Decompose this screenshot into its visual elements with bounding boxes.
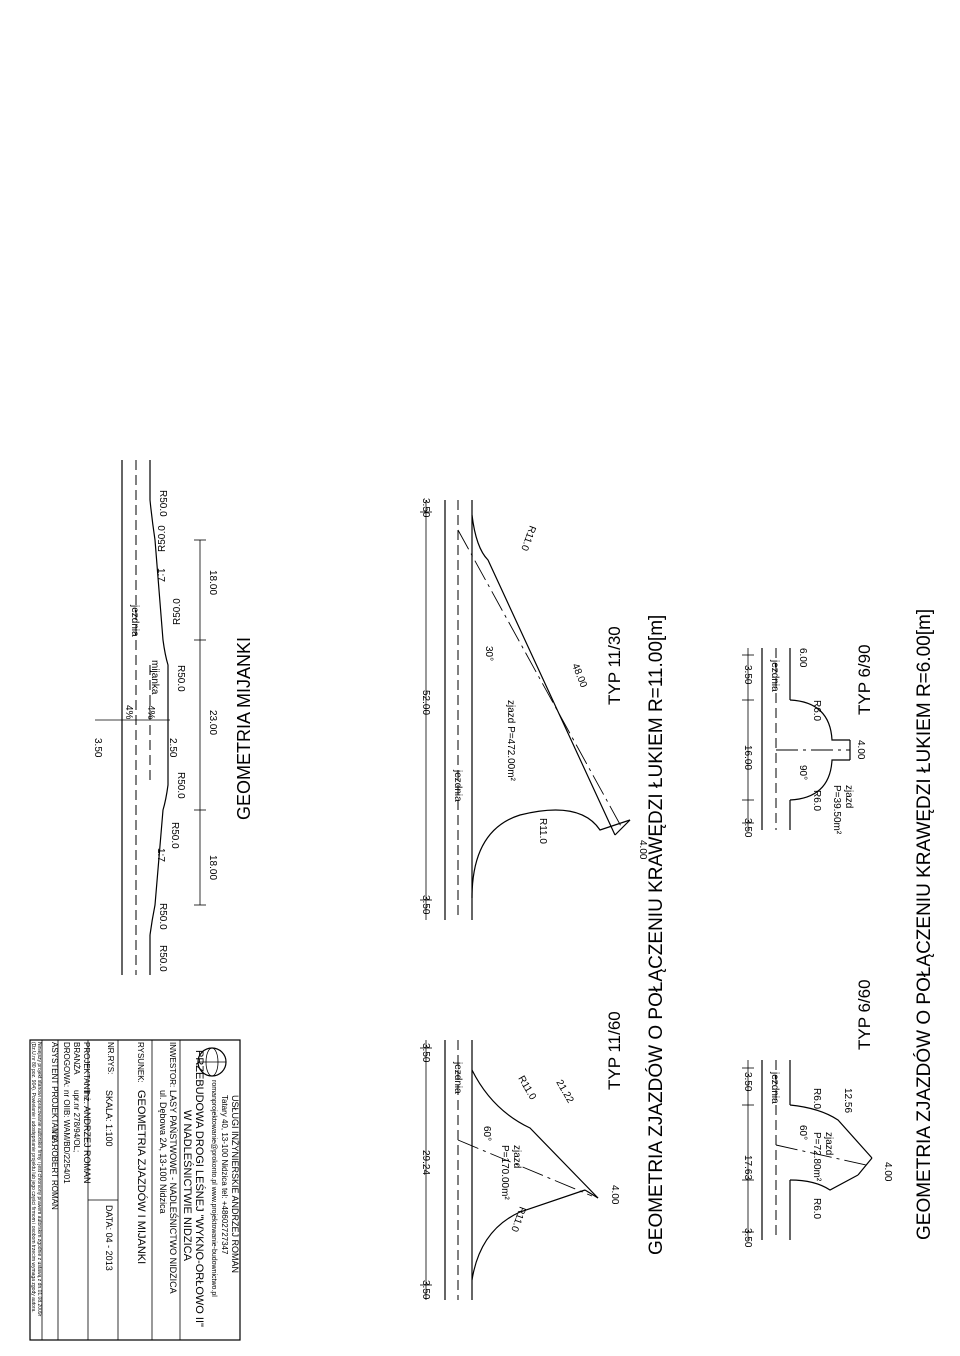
- mijanka-dim-road: 3.50: [92, 738, 103, 758]
- typ-11-60-dim-length: 21.22: [553, 1078, 576, 1106]
- typ-11-30-radius-b: R11.0: [537, 818, 548, 844]
- drawing-number-label: NR.RYS:: [106, 1042, 115, 1075]
- mijanka-radius-6: R50.0: [169, 822, 180, 849]
- typ-11-30-radius-a: R11.0: [518, 523, 538, 553]
- mijanka-dim-a: 18.00: [207, 570, 218, 596]
- typ-6-60-drawing: [742, 979, 893, 1247]
- investor-line-1: LASY PAŃSTWOWE - NADLEŚNICTWO NIDZICA: [168, 1090, 178, 1294]
- typ-6-60-radius-b: R6.0: [811, 1198, 822, 1220]
- typ-6-90-radius-a: R6.0: [811, 700, 822, 722]
- drawing-date: DATA: 04 - 2013: [104, 1205, 114, 1271]
- mijanka-slope-a: 1:7: [155, 568, 166, 582]
- typ-11-60-dim-left: 3.50: [420, 1043, 431, 1063]
- typ-11-30-dim-right: 3.50: [420, 895, 431, 915]
- section-title-r6: GEOMETRIA ZJAZDÓW O POŁĄCZENIU KRAWĘDZI ŁUKIEM R=6.00[m]: [914, 608, 935, 1240]
- mijanka-radius-1: R50.0: [157, 490, 168, 517]
- typ-11-60-drawing: [420, 1011, 624, 1300]
- title-block: [30, 1040, 240, 1340]
- typ-6-60-dim-right: 3.50: [742, 1228, 753, 1248]
- mijanka-slope-b: 1:7: [155, 848, 166, 862]
- project-line-2: W NADLEŚNICTWIE NIDZICA: [181, 1110, 193, 1261]
- typ-6-60-dim-left: 3.50: [742, 1072, 753, 1092]
- mijanka-label-passing: mijanka: [149, 660, 160, 695]
- mijanka-radius-2: R50.0: [157, 525, 168, 552]
- company-name: USŁUGI INŻYNIERSKIE ANDRZEJ ROMAN: [230, 1095, 240, 1274]
- typ-6-60-dim-width: 4.00: [882, 1162, 893, 1182]
- designer-label: PROJEKTANT -: [82, 1042, 91, 1100]
- assistant-label: ASYSTENT PROJEKTANTA:: [50, 1042, 59, 1146]
- typ-6-60-title: TYP 6/60: [855, 979, 874, 1050]
- section-title-r11: GEOMETRIA ZJAZDÓW O POŁĄCZENIU KRAWĘDZI ŁUKIEM R=11.00[m]: [646, 614, 667, 1255]
- typ-11-60-radius-b: R11.0: [508, 1204, 528, 1234]
- typ-11-30-road-label: jezdnia: [452, 770, 463, 802]
- typ-11-60-dim-total: 29.24: [420, 1150, 431, 1176]
- mijanka-drawing: [92, 460, 254, 975]
- mijanka-dim-c: 18.00: [207, 855, 218, 881]
- assistant-name: inż. ROBERT ROMAN: [50, 1130, 59, 1210]
- mijanka-radius-5: R50.0: [175, 772, 186, 799]
- mijanka-cross-slope-a: 4%: [123, 705, 134, 720]
- drawing-label: RYSUNEK:: [136, 1042, 145, 1083]
- investor-label: INWESTOR:: [168, 1042, 177, 1088]
- mijanka-radius-3: R50.0: [172, 598, 183, 625]
- drawing-title: GEOMETRIA ZJAZDÓW I MIJANKI: [135, 1090, 147, 1265]
- typ-6-60-dim-length: 12.56: [842, 1088, 853, 1114]
- designer-registration: nr OIIB: WAM/BD/2254/01: [62, 1090, 71, 1184]
- mijanka-dim-lane: 2.50: [167, 738, 178, 758]
- typ-6-90-radius-b: R6.0: [811, 790, 822, 812]
- typ-6-60-angle: 60°: [797, 1125, 808, 1141]
- investor-line-2: ul. Dębowa 2A, 13-100 Nidzica: [158, 1090, 168, 1214]
- company-web: romanprojektowanie@prokonto.pl www.projektowanie-budownictwo.pl: [210, 1080, 217, 1297]
- typ-11-30-angle: 30°: [483, 646, 494, 662]
- typ-11-30-dim-width: 4.00: [637, 840, 648, 860]
- typ-11-30-dim-left: 3.50: [420, 498, 431, 518]
- typ-6-90-exit-label: zjazd: [843, 785, 854, 809]
- typ-6-90-title: TYP 6/90: [855, 644, 874, 715]
- project-line-1: PRZEBUDOWA DROGI LEŚNEJ "WYKNO-ORŁOWO II": [193, 1050, 205, 1327]
- copyright-note-2: (Dz.U.nr 80 poz. 904). Powielanie i udostępnianie projektu lub jego części firmom i osobom trzecim wymaga zgody autora.: [30, 1042, 36, 1313]
- typ-6-90-dim-width: 4.00: [855, 740, 866, 760]
- typ-6-90-dim-right: 3.50: [742, 818, 753, 838]
- mijanka-dim-b: 23.00: [207, 710, 218, 736]
- branch-label: BRANŻA: [72, 1042, 81, 1075]
- copyright-note-1: Niniejszy projekt stanowi opracowanie autorskie firmy i jest chroniony prawem autorskim zgodnie z ustawą z dn.01.08.2009r: [36, 1042, 42, 1317]
- typ-6-90-dim-left: 3.50: [742, 665, 753, 685]
- typ-6-60-radius-a: R6.0: [811, 1088, 822, 1110]
- typ-6-60-dim-total: 17.63: [742, 1155, 753, 1181]
- typ-11-30-title: TYP 11/30: [605, 626, 624, 705]
- typ-11-60-dim-width: 4.00: [609, 1185, 620, 1205]
- mijanka-radius-4: R50.0: [175, 665, 186, 692]
- typ-11-60-road-label: jezdnia: [452, 1062, 463, 1094]
- typ-11-60-dim-right: 3.50: [420, 1280, 431, 1300]
- typ-6-90-dim-depth: 6.00: [797, 648, 808, 668]
- typ-11-60-area: P=170.00m²: [499, 1145, 510, 1200]
- typ-6-90-road-label: jezdnia: [769, 660, 780, 692]
- typ-6-90-drawing: [742, 644, 874, 837]
- typ-11-30-dim-total: 52.00: [420, 690, 431, 716]
- typ-6-90-dim-total: 16.00: [742, 745, 753, 771]
- company-address: Tatary 40, 13-100 Nidzica tel: +48602727347: [220, 1095, 229, 1255]
- branch-value: DROGOWA:: [62, 1042, 71, 1088]
- drawing-scale: SKALA: 1:100: [104, 1090, 114, 1147]
- mijanka-cross-slope-b: 4%: [145, 705, 156, 720]
- mijanka-radius-8: R50.0: [157, 945, 168, 972]
- typ-11-60-angle: 60°: [481, 1126, 492, 1142]
- typ-6-60-exit-label: zjazd: [823, 1132, 834, 1156]
- typ-11-60-radius-a: R11.0: [515, 1074, 538, 1102]
- designer-license: upr.nr 278/94/OL;: [72, 1090, 81, 1153]
- typ-11-30-exit-label: zjazd P=472.00m²: [505, 700, 516, 781]
- typ-6-60-road-label: jezdnia: [769, 1072, 780, 1104]
- typ-6-90-area: P=39.50m²: [831, 785, 842, 835]
- mijanka-title: GEOMETRIA MIJANKI: [234, 636, 254, 820]
- typ-11-30-dim-length: 48.00: [569, 662, 589, 690]
- mijanka-label-road: jezdnia: [129, 605, 140, 637]
- typ-11-60-title: TYP 11/60: [605, 1011, 624, 1090]
- typ-11-30-drawing: [420, 498, 648, 920]
- typ-6-90-angle: 90°: [797, 765, 808, 781]
- typ-6-60-area: P=72.80m²: [811, 1132, 822, 1182]
- typ-11-60-exit-label: zjazd: [511, 1145, 522, 1169]
- designer-name: inż. ANDRZEJ ROMAN: [82, 1090, 92, 1184]
- mijanka-radius-7: R50.0: [157, 903, 168, 930]
